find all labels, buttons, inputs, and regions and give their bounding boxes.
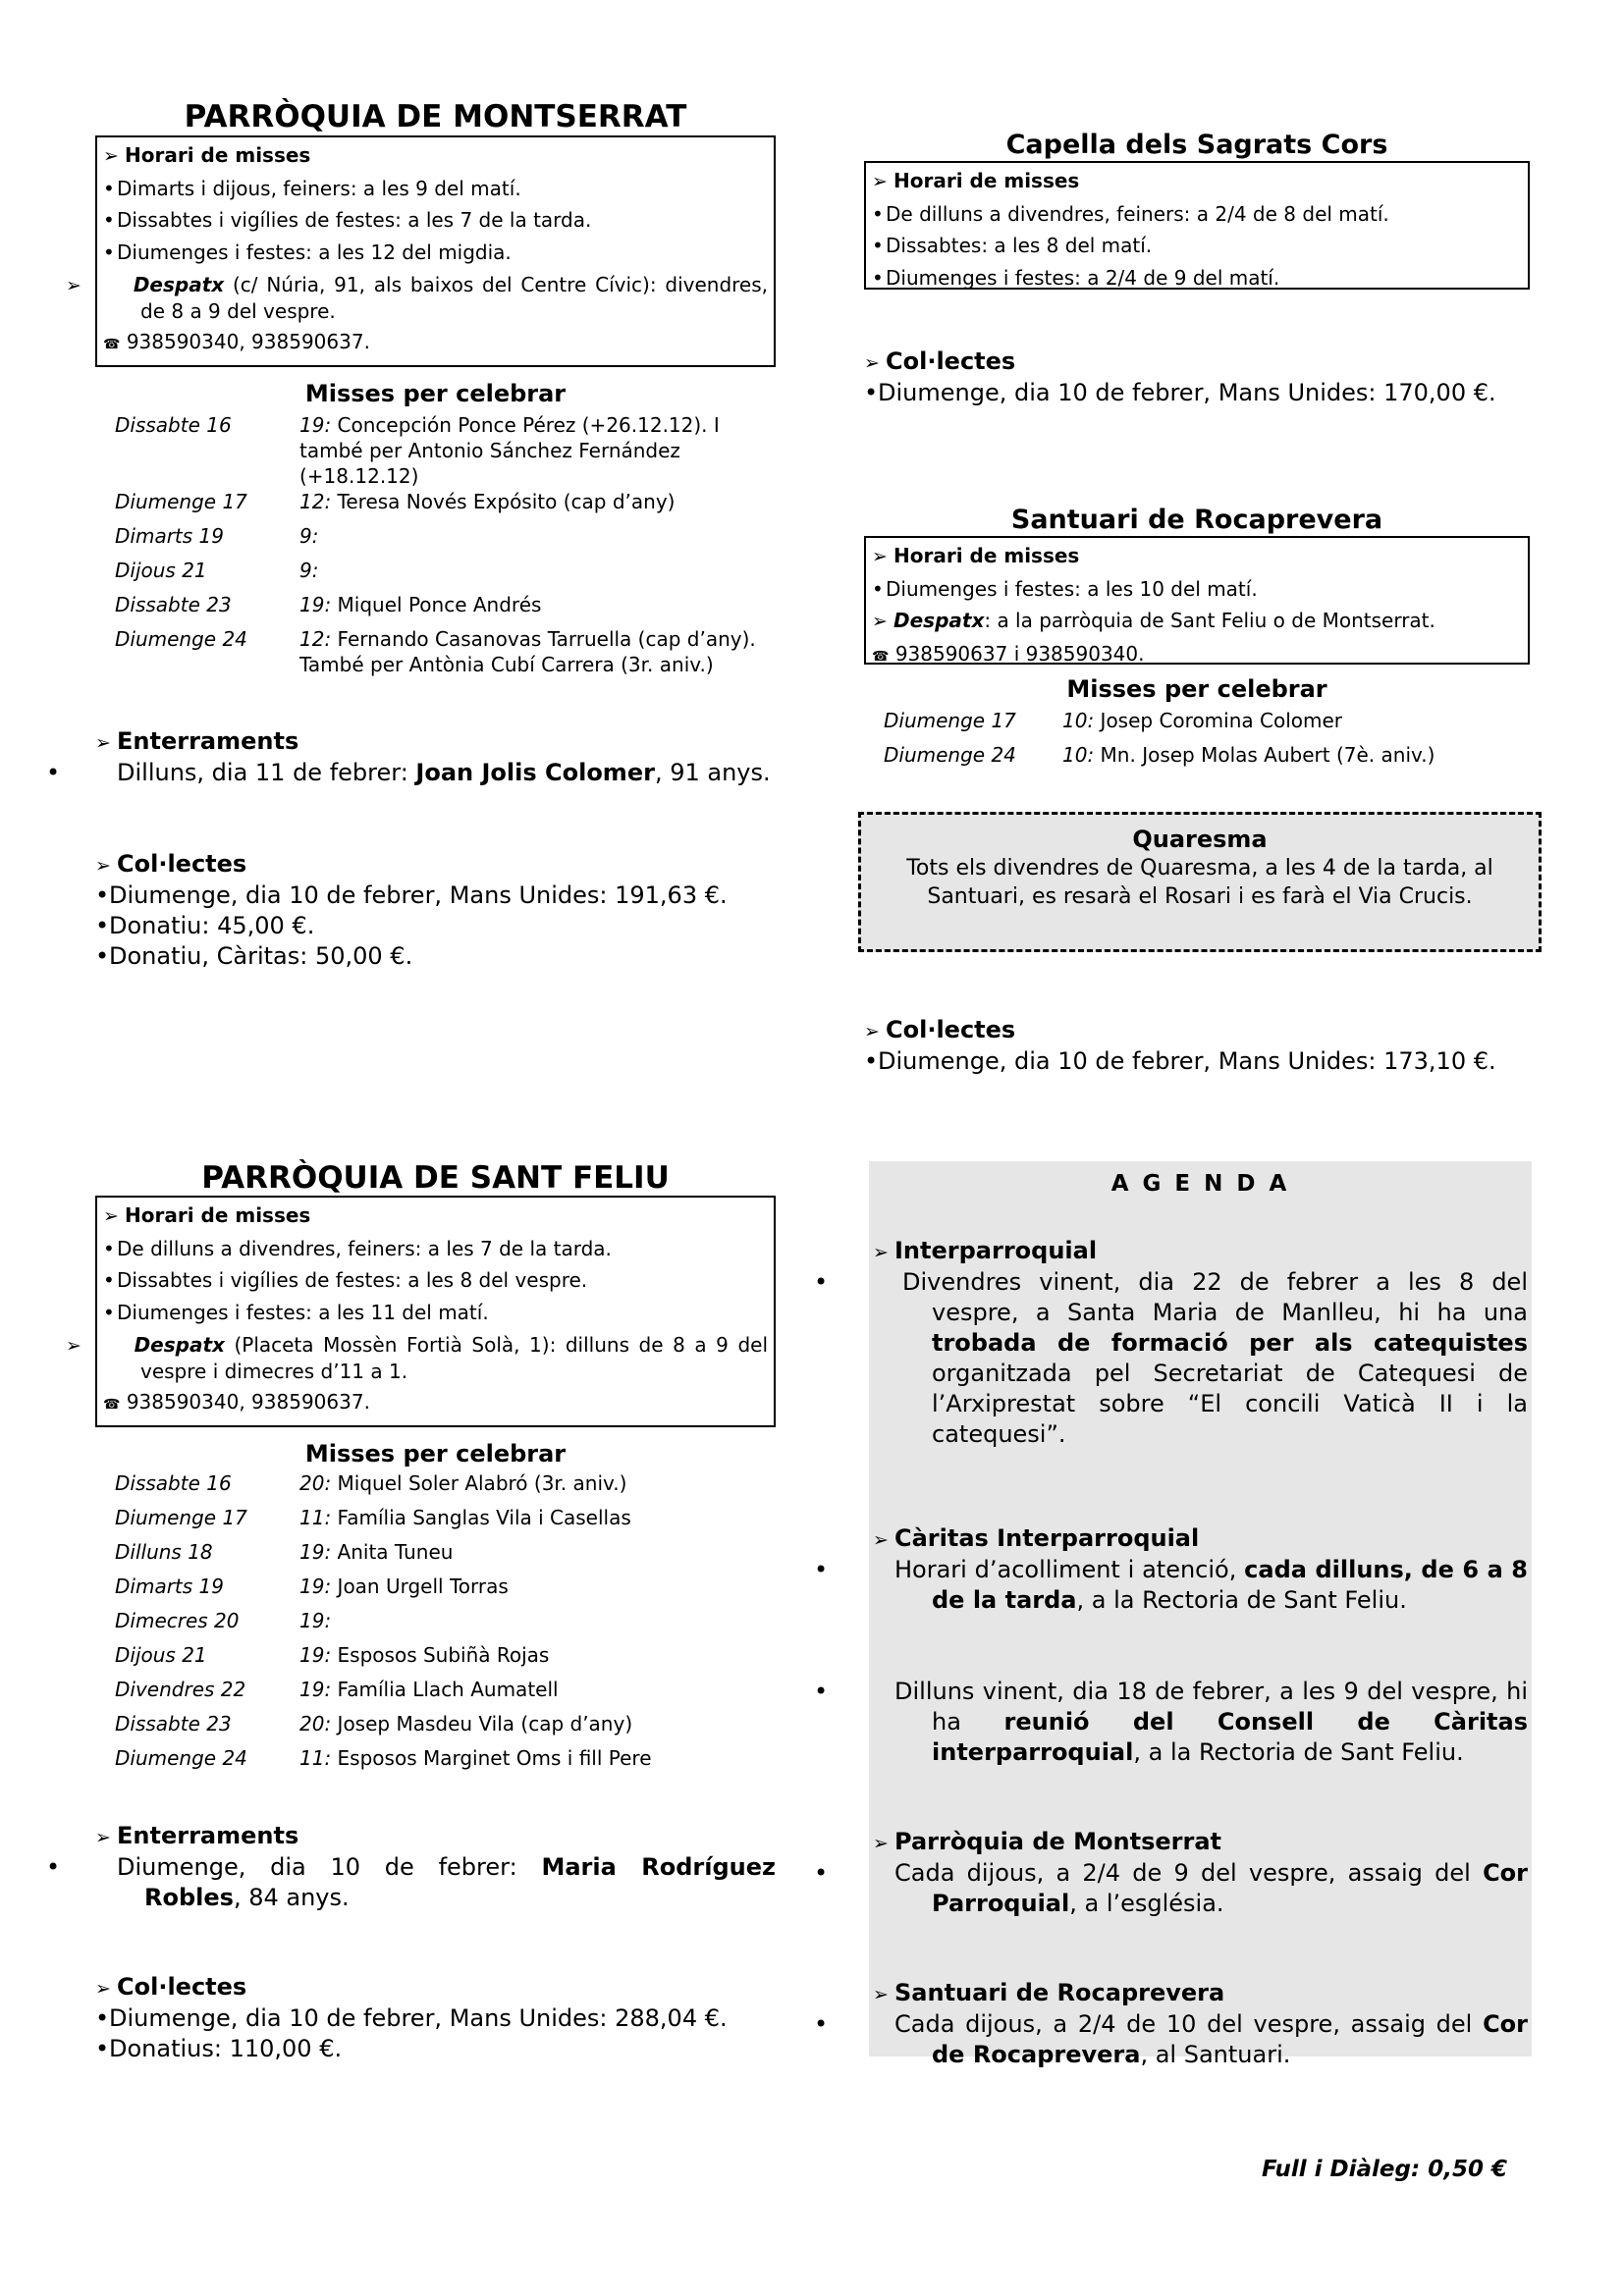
arrow-icon: ➢ (66, 275, 81, 296)
sant-feliu-title: PARRÒQUIA DE SANT FELIU (201, 1160, 670, 1196)
agenda-section: ➢ Càritas Interparroquial • Horari d’acolliment i atenció, cada dilluns, de 6 a 8 de la tarda, a la Rectoria de Sant Feliu. • Dilluns vinent, dia 18 de febrer, a les 9 del vespre, hi ha reunió del Consell de Càritas interparroquial, a la Rectoria de Sant Feliu. (814, 1524, 1529, 1766)
collection-item: •Donatiu: 45,00 €. (95, 911, 315, 939)
table-row: Dissabte 23 19: Miquel Ponce Andrés (115, 592, 542, 616)
price-footer: Full i Diàleg: 0,50 € (1262, 2157, 1507, 2182)
burials-block (46, 1821, 776, 1913)
rocaprevera-title: Santuari de Rocaprevera (1010, 505, 1383, 535)
bullet-icon: • (46, 758, 61, 786)
table-row: Dimarts 19 19: Joan Urgell Torras (115, 1574, 509, 1598)
schedule-heading: Horari de misses (125, 1203, 311, 1227)
bullet-icon: • (103, 1236, 115, 1260)
agenda-title: A G E N D A (1110, 1171, 1290, 1197)
agenda-item: • Cada dijous, a 2/4 de 9 del vespre, assaig del Cor Parroquial, a l’església. (814, 1859, 1528, 1917)
table-row: Dimecres 20 19: (115, 1608, 332, 1632)
schedule-item: • Diumenges i festes: a les 10 del matí. (872, 573, 1522, 606)
table-row: Diumenge 17 10: Josep Coromina Colomer (884, 709, 1343, 732)
sagrats-cors-schedule-box (864, 161, 1530, 290)
arrow-icon: ➢ (864, 352, 880, 374)
despatx-label: Despatx (893, 609, 985, 632)
masses-table (95, 1470, 761, 1780)
phone-icon: ☎ (103, 337, 121, 352)
bullet-icon: • (103, 1300, 115, 1324)
burial-item: • Diumenge, dia 10 de febrer: Maria Rodríguez Robles, 84 anys. (46, 1852, 776, 1911)
table-row: Dimarts 19 9: (115, 523, 319, 548)
schedule-item: • Dissabtes i vigílies de festes: a les 7 de la tarda. (103, 204, 768, 237)
collection-item: •Diumenge, dia 10 de febrer, Mans Unides: 173,10 €. (864, 1047, 1496, 1075)
bullet-icon: • (95, 941, 110, 970)
burials-block (46, 726, 776, 788)
arrow-icon: ➢ (864, 1021, 880, 1042)
phone-icon: ☎ (103, 1397, 121, 1413)
bullet-icon: • (864, 1047, 879, 1075)
collections-block (95, 1972, 776, 2064)
collection-item: •Diumenge, dia 10 de febrer, Mans Unides: 170,00 €. (864, 379, 1496, 406)
despatx-line: ➢ Despatx (c/ Núria, 91, als baixos del Centre Cívic): divendres, de 8 a 9 del vespre. (66, 273, 769, 323)
agenda-item: • Divendres vinent, dia 22 de febrer a les 8 del vespre, a Santa Maria de Manlleu, hi ha una trobada de formació per als catequistes organitzada pel Secretariat de Catequesi de l’Arxiprestat sobre “El concili Vaticà II i la catequesi”. (814, 1268, 1528, 1448)
montserrat-title: PARRÒQUIA DE MONTSERRAT (184, 99, 687, 134)
bullet-icon: • (872, 576, 884, 601)
table-row: Dissabte 16 19: Concepción Ponce Pérez (+26.12.12). I també per Antonio Sánchez Fernández (+18.12.12) (115, 412, 720, 488)
schedule-heading: Horari de misses (125, 143, 311, 167)
bullet-icon: • (814, 1678, 829, 1705)
despatx-label: Despatx (133, 273, 225, 296)
burials-heading: Enterraments (117, 1821, 299, 1849)
phone-line: ☎ 938590340, 938590637. (103, 1390, 370, 1414)
table-row: Diumenge 17 12: Teresa Novés Expósito (cap d’any) (115, 489, 676, 513)
arrow-icon: ➢ (872, 546, 888, 567)
masses-heading: Misses per celebrar (304, 379, 567, 407)
arrow-icon: ➢ (872, 611, 888, 632)
collections-block (864, 347, 1530, 408)
burial-item: • Dilluns, dia 11 de febrer: Joan Jolis Colomer, 91 anys. (46, 758, 771, 786)
schedule-item: • Diumenges i festes: a les 11 del matí. (103, 1297, 768, 1329)
collection-item: •Diumenge, dia 10 de febrer, Mans Unides: 288,04 €. (95, 2003, 728, 2032)
bullet-icon: • (103, 1268, 115, 1292)
collections-heading: Col·lectes (886, 347, 1016, 375)
arrow-icon: ➢ (95, 1826, 111, 1848)
table-row: Diumenge 24 12: Fernando Casanovas Tarruella (cap d’any). També per Antònia Cubí Carrera (3r. aniv.) (115, 626, 756, 676)
rocaprevera-schedule-box (864, 536, 1530, 665)
schedule-item: • Diumenges i festes: a 2/4 de 9 del matí. (872, 262, 1522, 294)
bullet-icon: • (872, 265, 884, 290)
arrow-icon: ➢ (103, 1205, 119, 1227)
bullet-icon: • (872, 201, 884, 226)
arrow-icon: ➢ (95, 731, 111, 754)
arrow-icon: ➢ (95, 854, 111, 877)
arrow-icon: ➢ (103, 145, 119, 167)
collections-block (95, 849, 776, 972)
schedule-heading: Horari de misses (893, 169, 1080, 192)
masses-table (864, 708, 1435, 776)
bullet-icon: • (46, 1852, 61, 1881)
montserrat-schedule-box (66, 135, 776, 367)
schedule-item: • De dilluns a divendres, feiners: a les 7 de la tarda. (103, 1233, 768, 1265)
despatx-line: ➢ Despatx: a la parròquia de Sant Feliu o de Montserrat. (872, 605, 1522, 638)
bullet-icon: • (103, 208, 115, 232)
bullet-icon: • (814, 2010, 829, 2038)
arrow-icon: ➢ (873, 1984, 889, 2005)
phone-line: ☎ 938590340, 938590637. (103, 330, 370, 353)
collection-item: •Donatiu, Càritas: 50,00 €. (95, 941, 413, 970)
collection-item: •Donatius: 110,00 €. (95, 2034, 343, 2062)
agenda-box (814, 1161, 1532, 2068)
phone-icon: ☎ (872, 648, 890, 665)
quaresma-text: Tots els divendres de Quaresma, a les 4 de la tarda, al Santuari, es resarà el Rosari i es farà el Via Crucis. (906, 856, 1493, 909)
table-row: Dijous 21 9: (115, 558, 319, 582)
bullet-icon: • (95, 911, 110, 939)
bullet-icon: • (103, 176, 115, 200)
table-row: Dijous 21 19: Esposos Subiñà Rojas (115, 1642, 550, 1667)
bullet-icon: • (95, 881, 110, 909)
table-row: Diumenge 17 11: Família Sanglas Vila i Casellas (115, 1505, 631, 1529)
schedule-item: • Dissabtes: a les 8 del matí. (872, 230, 1522, 262)
masses-heading: Misses per celebrar (1066, 675, 1327, 703)
bullet-icon: • (95, 2034, 110, 2062)
collections-heading: Col·lectes (886, 1016, 1016, 1043)
schedule-item: • Diumenges i festes: a les 12 del migdia. (103, 237, 768, 269)
table-row: Dilluns 18 19: Anita Tuneu (115, 1539, 454, 1564)
rocaprevera-section (864, 505, 1530, 776)
bullet-icon: • (864, 379, 879, 406)
schedule-item: • Dimarts i dijous, feiners: a les 9 del matí. (103, 173, 768, 205)
masses-heading: Misses per celebrar (304, 1439, 567, 1468)
despatx-label: Despatx (134, 1333, 225, 1357)
bullet-icon: • (872, 234, 884, 257)
sant-feliu-section (46, 1160, 776, 2064)
bullet-icon: • (814, 1859, 829, 1887)
quaresma-title: Quaresma (1132, 826, 1268, 853)
despatx-line: ➢ Despatx (Placeta Mossèn Fortià Solà, 1): dilluns de 8 a 9 del vespre i dimecres d’11 a 1. (66, 1333, 768, 1383)
sant-feliu-schedule-box (66, 1196, 776, 1427)
arrow-icon: ➢ (873, 1242, 889, 1263)
bullet-icon: • (814, 1268, 829, 1296)
table-row: Dissabte 23 20: Josep Masdeu Vila (cap d’any) (115, 1711, 633, 1735)
rocaprevera-collections-block (864, 1015, 1530, 1077)
phone-line: ☎ 938590637 i 938590340. (872, 641, 1145, 666)
masses-table (95, 412, 761, 677)
schedule-heading: Horari de misses (893, 544, 1080, 567)
agenda-section: ➢ Santuari de Rocaprevera • Cada dijous, a 2/4 de 10 del vespre, assaig del Cor de Rocaprevera, al Santuari. (814, 1979, 1528, 2068)
arrow-icon: ➢ (873, 1529, 889, 1551)
table-row: Dissabte 16 20: Miquel Soler Alabró (3r. aniv.) (115, 1470, 627, 1495)
bullet-icon: • (814, 1556, 829, 1583)
collections-heading: Col·lectes (117, 1972, 247, 2001)
arrow-icon: ➢ (873, 1833, 889, 1854)
table-row: Diumenge 24 10: Mn. Josep Molas Aubert (7è. aniv.) (884, 743, 1435, 767)
agenda-section: ➢ Parròquia de Montserrat • Cada dijous, a 2/4 de 9 del vespre, assaig del Cor Parroquial, a l’església. (814, 1828, 1528, 1917)
schedule-item: • Dissabtes i vigílies de festes: a les 8 del vespre. (103, 1264, 768, 1297)
table-row: Diumenge 24 11: Esposos Marginet Oms i fill Pere (115, 1745, 652, 1770)
quaresma-box (858, 812, 1542, 952)
collections-heading: Col·lectes (117, 849, 247, 878)
bullet-icon: • (95, 2003, 110, 2032)
arrow-icon: ➢ (66, 1335, 81, 1357)
agenda-item: • Cada dijous, a 2/4 de 10 del vespre, assaig del Cor de Rocaprevera, al Santuari. (814, 2010, 1528, 2068)
montserrat-section (46, 99, 776, 972)
arrow-icon: ➢ (95, 1977, 111, 2000)
arrow-icon: ➢ (872, 171, 888, 192)
sagrats-cors-section (864, 130, 1530, 408)
sagrats-cors-title: Capella dels Sagrats Cors (1005, 130, 1388, 160)
table-row: Divendres 22 19: Família Llach Aumatell (115, 1677, 559, 1701)
bullet-icon: • (103, 240, 115, 264)
agenda-section: ➢ Interparroquial • Divendres vinent, dia 22 de febrer a les 8 del vespre, a Santa Maria de Manlleu, hi ha una trobada de formació per als catequistes organitzada pel Secretariat de Catequesi de l’Arxiprestat sobre “El concili Vaticà II i la catequesi”. (814, 1237, 1528, 1448)
agenda-item: • Horari d’acolliment i atenció, cada dilluns, de 6 a 8 de la tarda, a la Rectoria de Sant Feliu. (814, 1556, 1529, 1614)
burials-heading: Enterraments (117, 726, 299, 755)
schedule-item: • De dilluns a divendres, feiners: a 2/4 de 8 del matí. (872, 198, 1522, 231)
collection-item: •Diumenge, dia 10 de febrer, Mans Unides: 191,63 €. (95, 881, 728, 909)
agenda-item: • Dilluns vinent, dia 18 de febrer, a les 9 del vespre, hi ha reunió del Consell de Càritas interparroquial, a la Rectoria de Sant Feliu. (814, 1678, 1529, 1766)
